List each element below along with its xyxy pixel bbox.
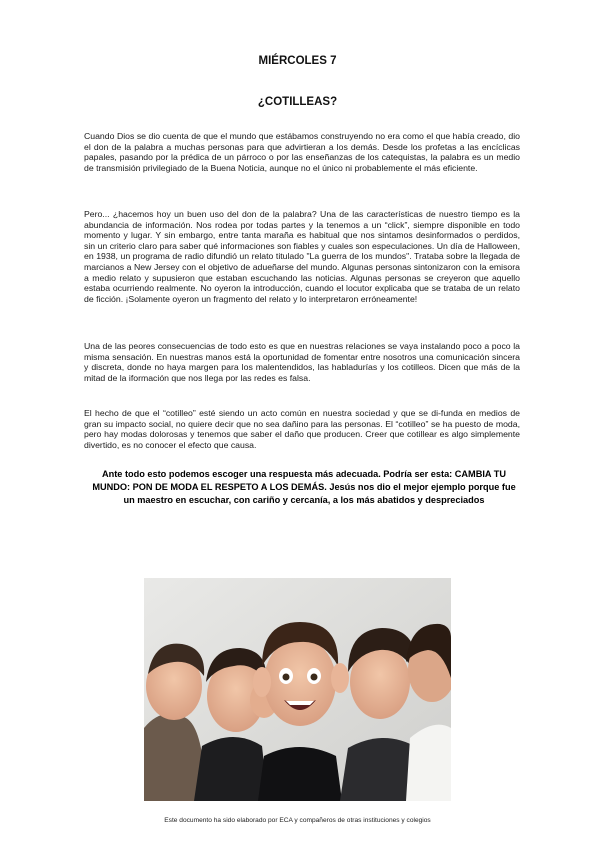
day-title: MIÉRCOLES 7	[258, 55, 337, 67]
paragraph-information: Pero... ¿hacemos hoy un buen uso del don de la palabra? Una de las características de nuestro tiempo es la abundancia de información. Nos rodea por todas partes y la tenemos a un “click”, siempre disponible en todo momento y lugar. Y sin embargo, entre tanta maraña es habitual que nos sintamos desinformados o perdidos, sin un criterio claro para saber qué informaciones son fiables y cuales son especulaciones. Un día de Halloween, en 1938, un programa de radio difundió un relato titulado "La guerra de los mundos". Trataba sobre la llegada de marcianos a New Jersey con el objetivo de adueñarse del mundo. Algunas personas sintonizaron con la emisora a medio relato y supusieron que estaban escuchando las noticias. Algunas personas se creyeron que aquello estaba ocurriendo realmente. No oyeron la introducción, cuando el locutor explicaba que se trataba de un relato de ficción. ¡Solamente oyeron un fragmento del relato y lo interpretaron erróneamente!	[84, 209, 520, 304]
page-title: ¿COTILLEAS?	[257, 96, 338, 108]
paragraph-consequences: Una de las peores consecuencias de todo esto es que en nuestras relaciones se vaya instalando poco a poco la misma sensación. En nuestras manos está la oportunidad de fomentar entre nosotros una comunicación sincera y discreta, donde no haya margen para los malentendidos, las habladurías y los cotilleos. Dicen que más de la mitad de la iformación que nos llega por las redes es falsa.	[84, 341, 520, 383]
highlight-message: Ante todo esto podemos escoger una respuesta más adecuada. Podría ser esta: CAMBIA TU MUNDO: PON DE MODA EL RESPETO A LOS DEMÁS. Jesús nos dio el mejor ejemplo porque fue un maestro en escuchar, con cariño y cercanía, a los más abatidos y despreciados	[92, 469, 516, 505]
paragraph-intro: Cuando Dios se dio cuenta de que el mundo que estábamos construyendo no era como el que había creado, dio el don de la palabra a muchas personas para que advirtieran a los demás. Desde los profetas a las encíclicas papales, pasando por la prédica de un párroco o por las enseñanzas de los catequistas, la palabra es un medio de transmisión privilegiado de la Buena Noticia, aunque no el único ni probablemente el más eficiente.	[84, 131, 520, 173]
gossip-photo	[144, 578, 451, 801]
paragraph-gossip: El hecho de que el “cotilleo” esté siendo un acto común en nuestra sociedad y que se di-funda en medios de gran su impacto social, no quiere decir que no sea dañino para las personas. El “cotilleo” se ha puesto de moda, pero hay modas dolorosas y tenemos que saber el daño que producen. Creer que cotillear es algo simplemente divertido, es no conocer el efecto que causa.	[84, 408, 520, 450]
footer-note: Este documento ha sido elaborado por ECA y compañeros de otras instituciones y colegios	[164, 817, 431, 824]
